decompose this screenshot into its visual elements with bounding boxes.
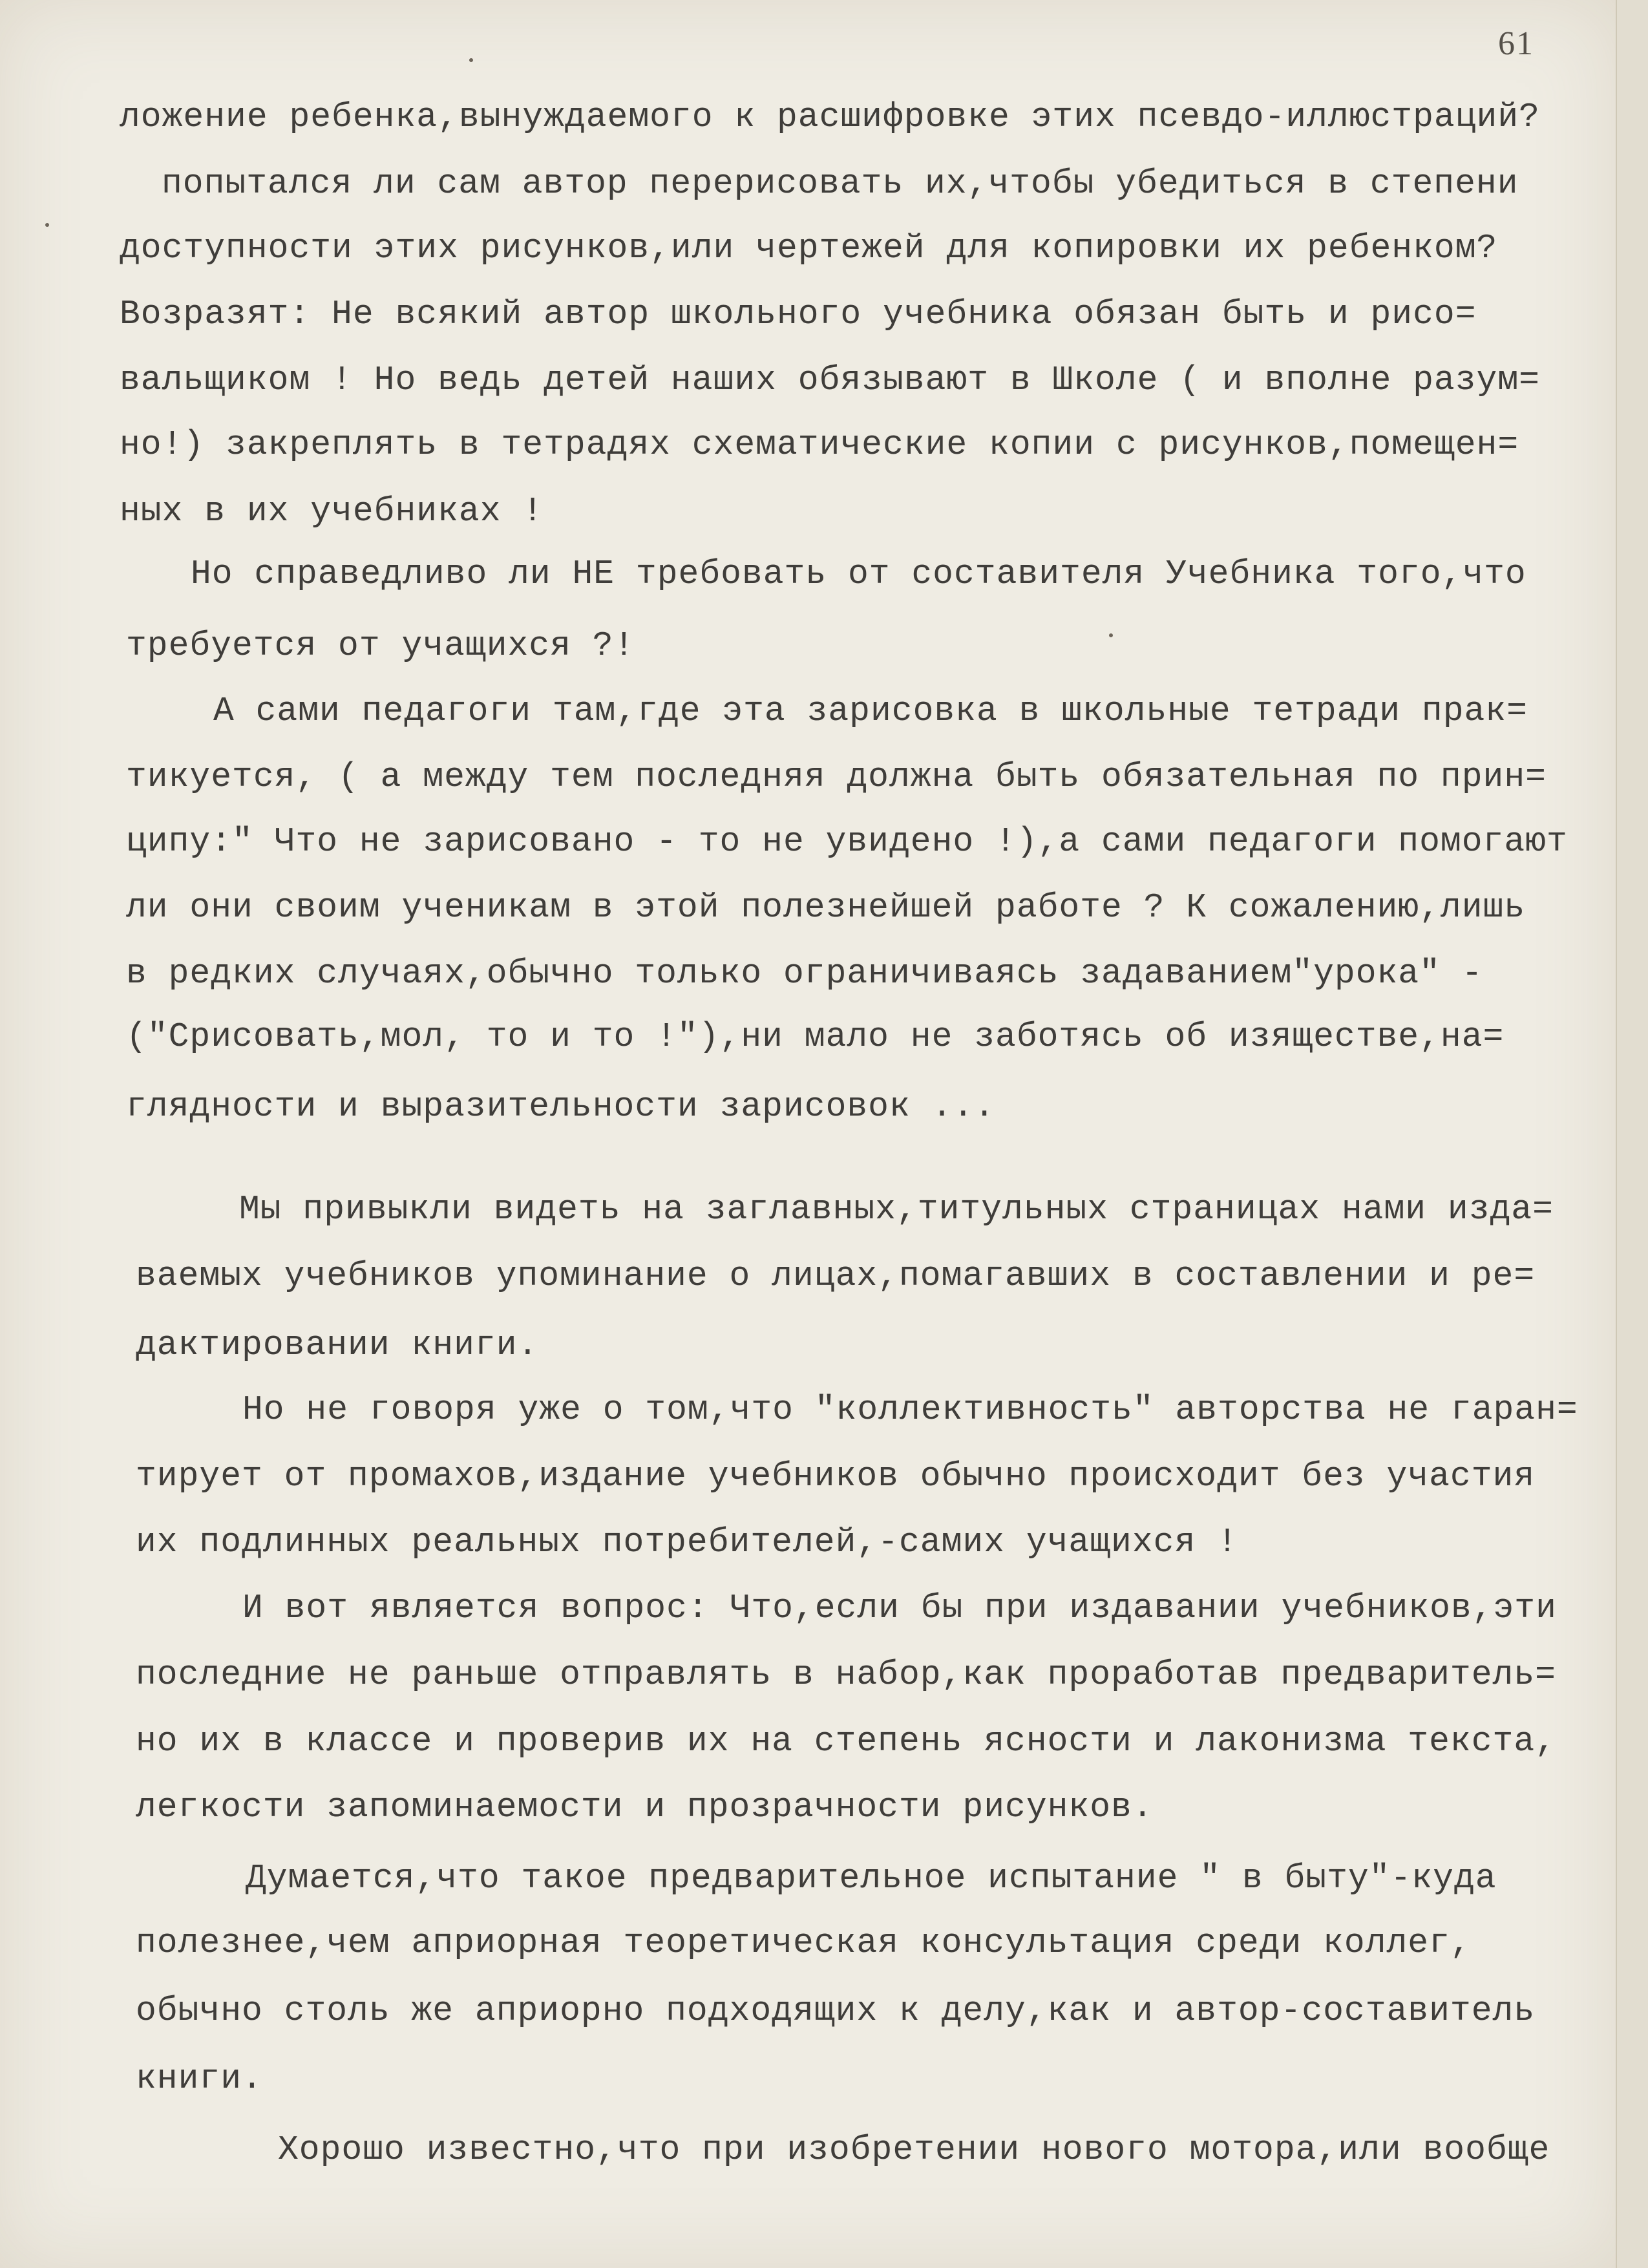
- text-line: тикуется, ( а между тем последняя должна быть обязательная по прин=: [126, 758, 1547, 796]
- text-line: попытался ли сам автор перерисовать их,чтобы убедиться в степени: [162, 164, 1519, 203]
- paper-speck: [469, 58, 473, 62]
- page-number: 61: [1498, 25, 1534, 62]
- text-line: книги.: [136, 2059, 263, 2098]
- text-line: И вот является вопрос: Что,если бы при издавании учебников,эти: [242, 1589, 1557, 1627]
- text-line: ных в их учебниках !: [120, 492, 544, 531]
- text-line: обычно столь же априорно подходящих к делу,как и автор-составитель: [136, 1991, 1536, 2030]
- text-line: ложение ребенка,вынуждаемого к расшифровке этих псевдо-иллюстраций?: [120, 98, 1540, 136]
- paper-speck: [1109, 633, 1113, 637]
- text-line: но!) закреплять в тетрадях схематические копии с рисунков,помещен=: [120, 425, 1519, 464]
- text-line: А сами педагоги там,где эта зарисовка в школьные тетради прак=: [213, 692, 1528, 730]
- text-line: Но не говоря уже о том,что "коллективность" авторства не гаран=: [242, 1390, 1578, 1429]
- text-line: ли они своим ученикам в этой полезнейшей работе ? К сожалению,лишь: [126, 888, 1526, 927]
- text-line: ваемых учебников упоминание о лицах,помагавших в составлении и ре=: [136, 1256, 1536, 1295]
- text-line: требуется от учащихся ?!: [126, 626, 635, 665]
- text-line: Хорошо известно,что при изобретении нового мотора,или вообще: [278, 2130, 1550, 2169]
- text-line: вальщиком ! Но ведь детей наших обязывают в Школе ( и вполне разум=: [120, 361, 1540, 399]
- text-line: но их в классе и проверив их на степень ясности и лаконизма текста,: [136, 1722, 1556, 1761]
- text-line: ("Срисовать,мол, то и то !"),ни мало не заботясь об изяществе,на=: [126, 1017, 1505, 1056]
- paper-speck: [45, 223, 49, 227]
- page-edge: [1616, 0, 1648, 2268]
- text-line: полезнее,чем априорная теоретическая консультация среди коллег,: [136, 1924, 1472, 1962]
- text-line: последние не раньше отправлять в набор,как проработав предваритель=: [136, 1655, 1556, 1694]
- text-line: Мы привыкли видеть на заглавных,титульных страницах нами изда=: [239, 1190, 1554, 1229]
- text-line: глядности и выразительности зарисовок ...: [126, 1087, 996, 1126]
- text-line: Но справедливо ли НЕ требовать от составителя Учебника того,что: [191, 555, 1527, 593]
- text-line: доступности этих рисунков,или чертежей для копировки их ребенком?: [120, 229, 1498, 268]
- text-line: ципу:" Что не зарисовано - то не увидено !),а сами педагоги помогают: [126, 822, 1568, 861]
- text-line: Возразят: Не всякий автор школьного учебника обязан быть и рисо=: [120, 295, 1477, 334]
- text-line: их подлинных реальных потребителей,-самих учащихся !: [136, 1523, 1238, 1562]
- text-line: Думается,что такое предварительное испытание " в быту"-куда: [246, 1859, 1497, 1898]
- text-line: дактировании книги.: [136, 1326, 539, 1364]
- text-line: в редких случаях,обычно только ограничиваясь задаванием"урока" -: [126, 954, 1483, 993]
- text-line: тирует от промахов,издание учебников обычно происходит без участия: [136, 1457, 1536, 1496]
- text-line: легкости запоминаемости и прозрачности рисунков.: [136, 1788, 1154, 1827]
